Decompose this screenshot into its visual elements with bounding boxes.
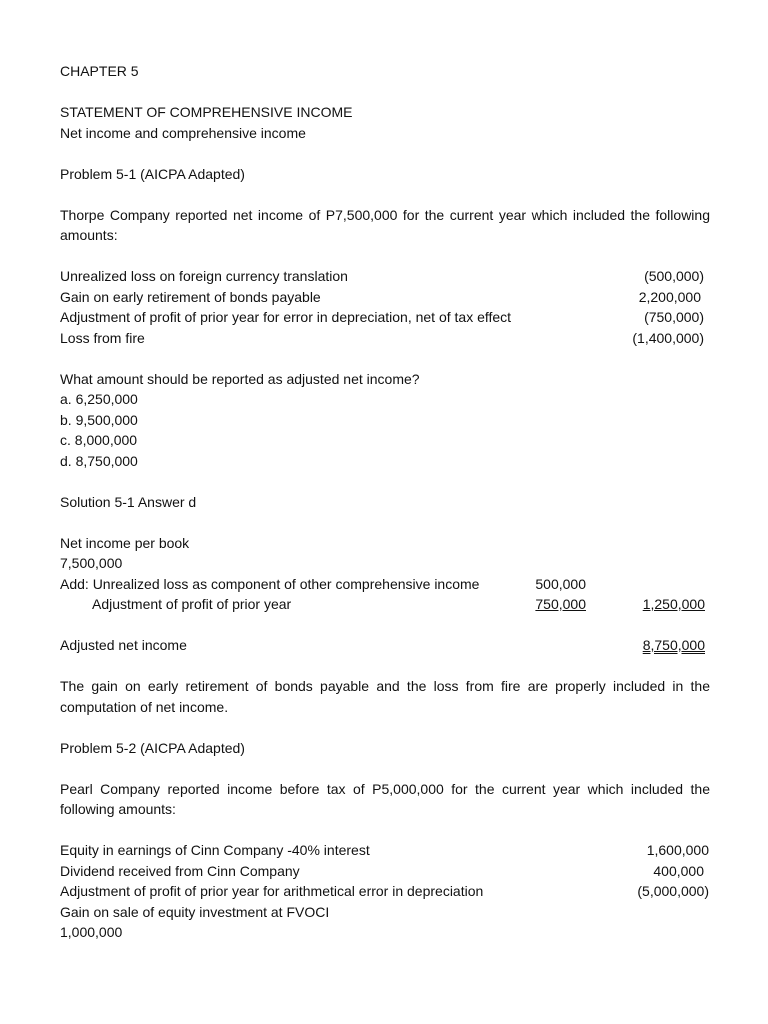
choice-b: b. 9,500,000: [60, 411, 138, 428]
document-page: [60, 61, 710, 943]
problem-2-item: [60, 840, 710, 861]
item-label: Adjustment of profit of prior year for error in depreciation, net of tax effect: [60, 309, 512, 325]
problem-1-item: [60, 287, 710, 308]
item-label: Equity in earnings of Cinn Company -40% interest: [60, 842, 370, 858]
choice-c: c. 8,000,000: [60, 432, 138, 448]
adjustment-value: 750,000: [535, 596, 586, 612]
item-amount: (5,000,000): [637, 883, 709, 899]
problem-1-question: What amount should be reported as adjusted net income?: [60, 370, 420, 387]
problem-2-title: Problem 5-2 (AICPA Adapted): [60, 739, 245, 756]
add-value: 500,000: [535, 575, 586, 592]
problem-1-item: [60, 328, 710, 349]
solution-adjustment-row: [60, 594, 710, 615]
net-income-value: 7,500,000: [60, 555, 123, 571]
problem-2-item: [60, 902, 710, 923]
problem-2-trailing-value: 1,000,000: [60, 924, 123, 940]
problem-1-item: [60, 307, 710, 328]
item-amount: (500,000): [644, 268, 704, 284]
adjusted-net-income-row: [60, 635, 710, 656]
item-amount: 2,200,000: [638, 288, 701, 305]
problem-1-text: Thorpe Company reported net income of P7,500,000 for the current year which included the following amounts:: [60, 206, 710, 243]
problem-2-item: [60, 861, 710, 882]
problem-1-title: Problem 5-1 (AICPA Adapted): [60, 165, 245, 182]
item-label: Adjustment of profit of prior year for arithmetical error in depreciation: [60, 883, 484, 899]
solution-1-title: Solution 5-1 Answer d: [60, 493, 197, 510]
section-title: STATEMENT OF COMPREHENSIVE INCOME: [60, 104, 353, 120]
item-amount: (750,000): [644, 309, 704, 325]
item-label: Dividend received from Cinn Company: [60, 862, 300, 879]
problem-2-item: [60, 881, 710, 902]
adjustment-total: 1,250,000: [642, 596, 705, 612]
net-income-label: Net income per book: [60, 534, 190, 551]
item-amount: 1,600,000: [646, 842, 709, 858]
item-amount: (1,400,000): [632, 329, 704, 346]
item-label: Gain on early retirement of bonds payable: [60, 288, 321, 305]
choice-a: a. 6,250,000: [60, 391, 138, 407]
item-label: Unrealized loss on foreign currency translation: [60, 268, 348, 284]
section-subtitle: Net income and comprehensive income: [60, 124, 306, 141]
adjusted-net-income-label: Adjusted net income: [60, 637, 187, 653]
item-label: Gain on sale of equity investment at FVOCI: [60, 903, 330, 920]
solution-add-row: [60, 574, 710, 595]
adjustment-label: Adjustment of profit of prior year: [92, 596, 292, 612]
problem-1-item: [60, 266, 710, 287]
adjusted-net-income-value: 8,750,000: [642, 637, 705, 653]
item-amount: 400,000: [653, 862, 704, 879]
problem-2-text: Pearl Company reported income before tax of P5,000,000 for the current year which included the following amounts:: [60, 780, 710, 817]
choice-d: d. 8,750,000: [60, 452, 138, 469]
add-label: Add: Unrealized loss as component of other comprehensive income: [60, 575, 480, 592]
item-label: Loss from fire: [60, 329, 145, 346]
chapter-heading: CHAPTER 5: [60, 63, 139, 79]
solution-1-note: The gain on early retirement of bonds payable and the loss from fire are properly included in the computation of net income.: [60, 678, 710, 715]
